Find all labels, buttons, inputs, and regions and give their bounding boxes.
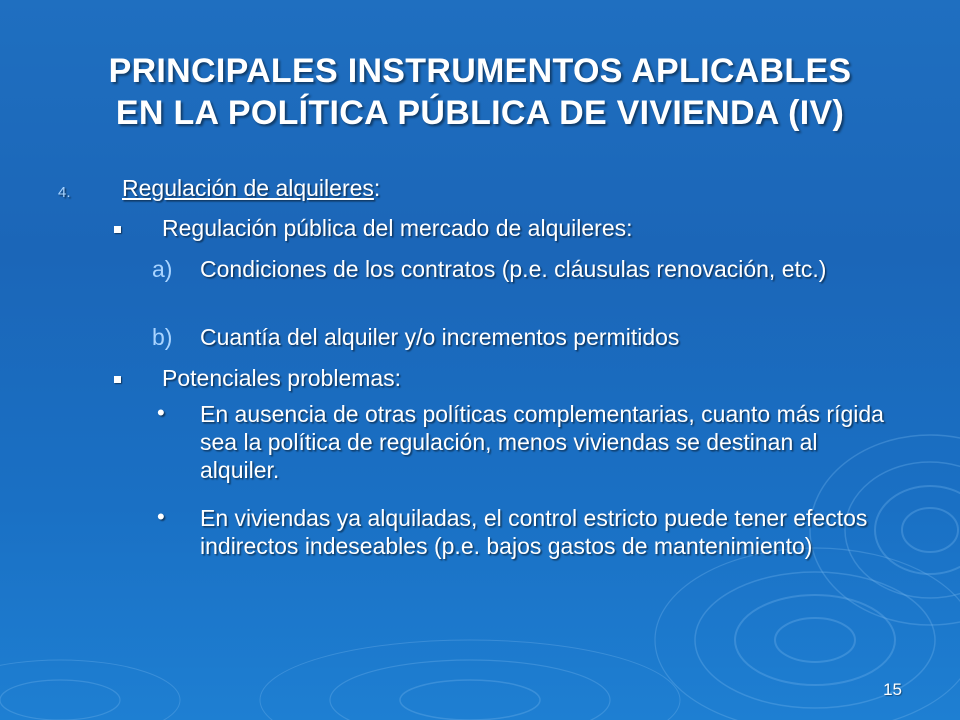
bullet-dot-icon: • [157, 504, 165, 529]
section-heading-colon: : [373, 175, 381, 201]
subsection-heading: Potenciales problemas: [162, 365, 402, 391]
page-number: 15 [883, 680, 902, 699]
title-line-1: PRINCIPALES INSTRUMENTOS APLICABLES [108, 52, 852, 90]
bullet-dot-icon: • [157, 400, 165, 425]
section-heading [122, 174, 380, 202]
square-bullet-icon [114, 376, 121, 383]
square-bullet-icon [114, 226, 121, 233]
list-item: Condiciones de los contratos (p.e. cláusulas renovación, etc.) [200, 256, 827, 282]
list-item-marker: b) [152, 324, 173, 350]
section-number: 4. [58, 184, 71, 201]
section-heading-link[interactable]: Regulación de alquileres [122, 175, 374, 201]
list-item: En ausencia de otras políticas complementarias, cuanto más rígida sea la política de regulación, menos viviendas se destinan al alquiler. [200, 401, 884, 483]
title-line-2: EN LA POLÍTICA PÚBLICA DE VIVIENDA (IV) [115, 94, 845, 132]
list-item-marker: a) [152, 256, 173, 282]
list-item: Cuantía del alquiler y/o incrementos permitidos [200, 324, 680, 350]
subsection-heading: Regulación pública del mercado de alquileres: [162, 215, 633, 241]
list-item: En viviendas ya alquiladas, el control estricto puede tener efectos indirectos indeseables (p.e. bajos gastos de mantenimiento) [200, 505, 868, 559]
